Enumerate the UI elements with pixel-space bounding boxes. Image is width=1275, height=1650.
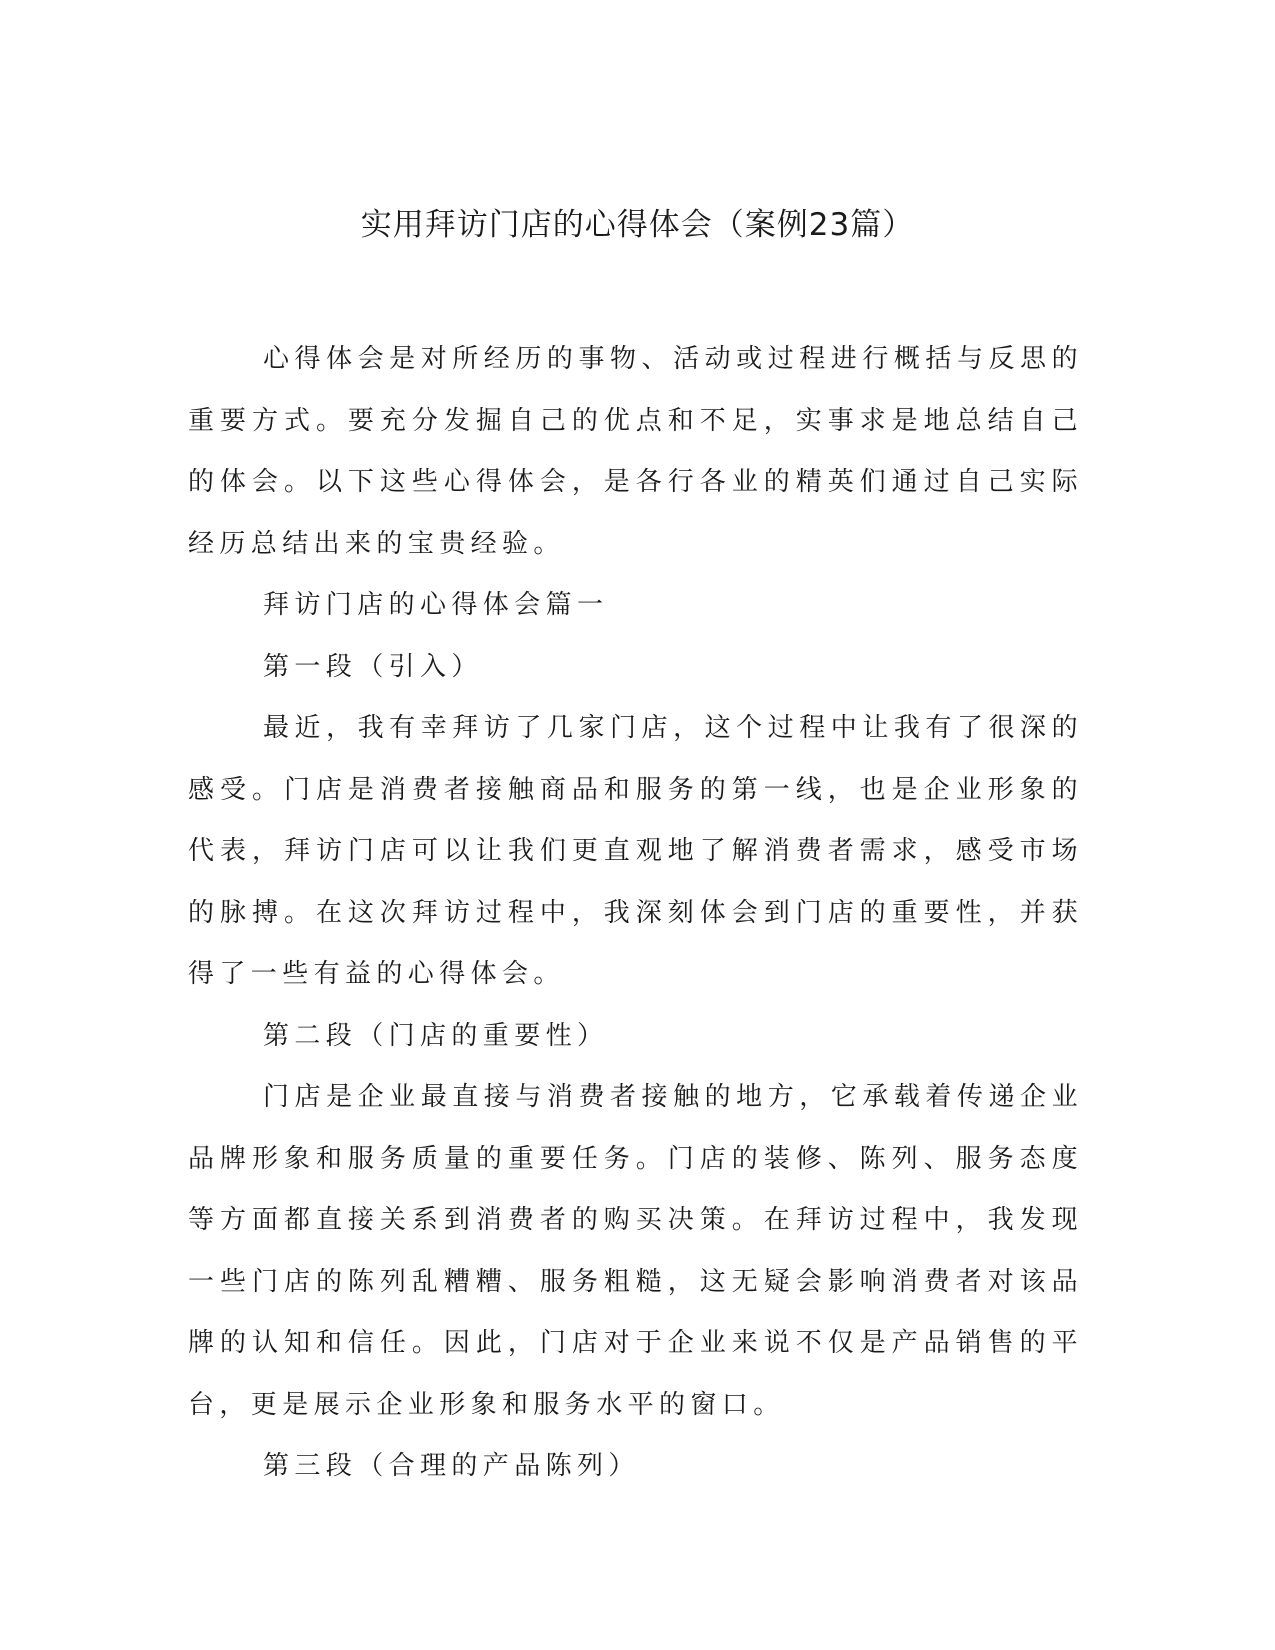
paragraph-introduction: 最近，我有幸拜访了几家门店，这个过程中让我有了很深的感受。门店是消费者接触商品和服务的第一线，也是企业形象的代表，拜访门店可以让我们更直观地了解消费者需求，感受市场的脉搏。在这次拜访过程中，我深刻体会到门店的重要性，并获得了一些有益的心得体会。	[188, 713, 1083, 989]
document-title: 实用拜访门店的心得体会（案例23篇）	[360, 207, 915, 243]
section-heading-part-3: 第三段（合理的产品陈列）	[263, 1451, 640, 1481]
paragraph-store-importance: 门店是企业最直接与消费者接触的地方，它承载着传递企业品牌形象和服务质量的重要任务。门店的装修、陈列、服务态度等方面都直接关系到消费者的购买决策。在拜访过程中，我发现一些门店的陈列乱糟糟、服务粗糙，这无疑会影响消费者对该品牌的认知和信任。因此，门店对于企业来说不仅是产品销售的平台，更是展示企业形象和服务水平的窗口。	[188, 1082, 1083, 1420]
intro-paragraph: 心得体会是对所经历的事物、活动或过程进行概括与反思的重要方式。要充分发掘自己的优点和不足，实事求是地总结自己的体会。以下这些心得体会，是各行各业的精英们通过自己实际经历总结出来的宝贵经验。	[188, 344, 1083, 559]
section-heading-part-2: 第二段（门店的重要性）	[263, 1020, 609, 1051]
section-heading-article-1: 拜访门店的心得体会篇一	[263, 590, 609, 620]
document-body	[188, 329, 1083, 1498]
section-heading-part-1: 第一段（引入）	[263, 651, 483, 682]
